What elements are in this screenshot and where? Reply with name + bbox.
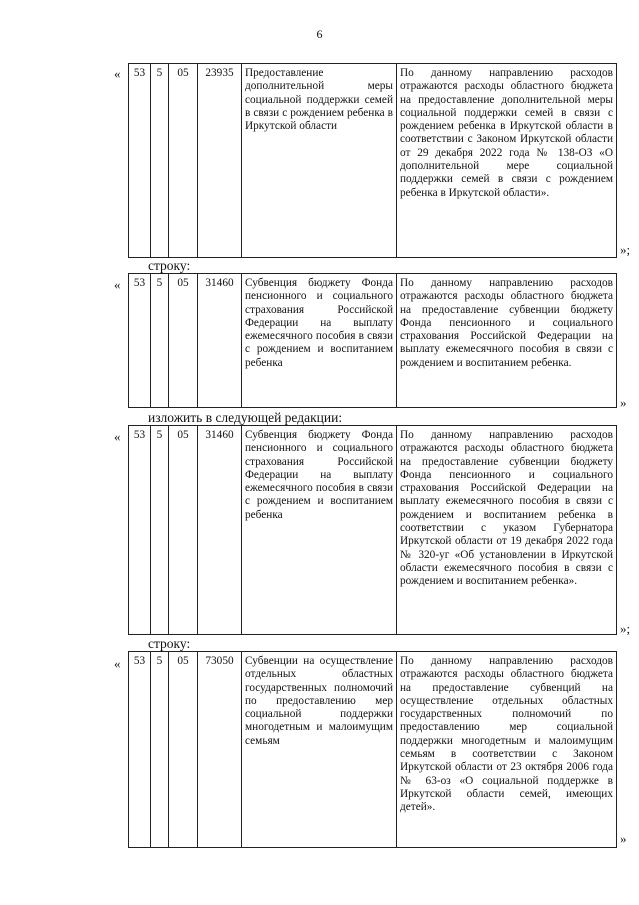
table-row — [129, 64, 617, 258]
code-cell: 05 — [169, 652, 198, 848]
code-cell: 5 — [151, 274, 169, 408]
section-caption: строку: — [148, 636, 191, 651]
code-cell: 53 — [129, 426, 151, 635]
expense-description-cell: По данному направлению расходов отражаются расходы областного бюджета на предоставление субвенций на осуществление отдельных областных государственных полномочий по предоставлению мер социальной поддержки многодетным и малоимущим семьям в соответствии с Законом Иркутской области от 23 октября 2006 года № 63-оз «О социальной поддержке в Иркутской области семей, имеющих детей». — [397, 652, 617, 848]
expense-name-cell: Субвенция бюджету Фонда пенсионного и социального страхования Российской Федерации на выплату ежемесячного пособия в связи с рождением и воспитанием ребенка — [242, 426, 397, 635]
budget-row-table — [128, 651, 617, 848]
budget-row-table — [128, 425, 617, 635]
expense-description-cell: По данному направлению расходов отражаются расходы областного бюджета на предоставление дополнительной меры социальной поддержки семей в связи с рождением ребенка в Иркутской области в соответствии с Законом Иркутской области от 29 декабря 2022 года № 138-ОЗ «О дополнительной мере социальной поддержки семей в связи с рождением ребенка в Иркутской области». — [397, 64, 617, 258]
code-cell: 23935 — [198, 64, 242, 258]
code-cell: 31460 — [198, 274, 242, 408]
open-quote: « — [114, 656, 121, 671]
expense-name-cell: Субвенция бюджету Фонда пенсионного и социального страхования Российской Федерации на выплату ежемесячного пособия в связи с рождением и воспитанием ребенка — [242, 274, 397, 408]
code-cell: 05 — [169, 64, 198, 258]
code-cell: 5 — [151, 652, 169, 848]
budget-row-table — [128, 273, 617, 408]
expense-name-cell: Субвенции на осуществление отдельных областных государственных полномочий по предоставлению мер социальной поддержки многодетным и малоимущим семьям — [242, 652, 397, 848]
expense-description-cell: По данному направлению расходов отражаются расходы областного бюджета на предоставление субвенции бюджету Фонда пенсионного и социального страхования Российской Федерации на выплату ежемесячного пособия в связи с рождением и воспитанием ребенка. — [397, 274, 617, 408]
code-cell: 5 — [151, 426, 169, 635]
open-quote: « — [114, 277, 121, 292]
code-cell: 53 — [129, 64, 151, 258]
close-quote: » — [620, 395, 627, 410]
code-cell: 73050 — [198, 652, 242, 848]
expense-description-cell: По данному направлению расходов отражаются расходы областного бюджета на предоставление субвенции бюджету Фонда пенсионного и социального страхования Российской Федерации на выплату ежемесячного пособия в связи с рождением и воспитанием ребенка в соответствии с указом Губернатора Иркутской области от 19 декабря 2022 года № 320-уг «Об установлении в Иркутской области ежемесячного пособия в связи с рождением и воспитанием ребенка». — [397, 426, 617, 635]
expense-name-cell: Предоставление дополнительной меры социальной поддержки семей в связи с рождением ребенка в Иркутской области — [242, 64, 397, 258]
page-number: 6 — [316, 27, 323, 41]
close-quote: »; — [620, 621, 631, 636]
open-quote: « — [114, 66, 121, 81]
code-cell: 53 — [129, 274, 151, 408]
close-quote: » — [620, 831, 627, 846]
code-cell: 53 — [129, 652, 151, 848]
table-row — [129, 652, 617, 848]
table-row — [129, 274, 617, 408]
code-cell: 31460 — [198, 426, 242, 635]
code-cell: 5 — [151, 64, 169, 258]
close-quote: »; — [620, 242, 631, 257]
section-caption: строку: — [148, 258, 191, 273]
code-cell: 05 — [169, 274, 198, 408]
code-cell: 05 — [169, 426, 198, 635]
open-quote: « — [114, 429, 121, 444]
budget-row-table — [128, 63, 617, 258]
section-caption: изложить в следующей редакции: — [148, 410, 343, 425]
table-row — [129, 426, 617, 635]
